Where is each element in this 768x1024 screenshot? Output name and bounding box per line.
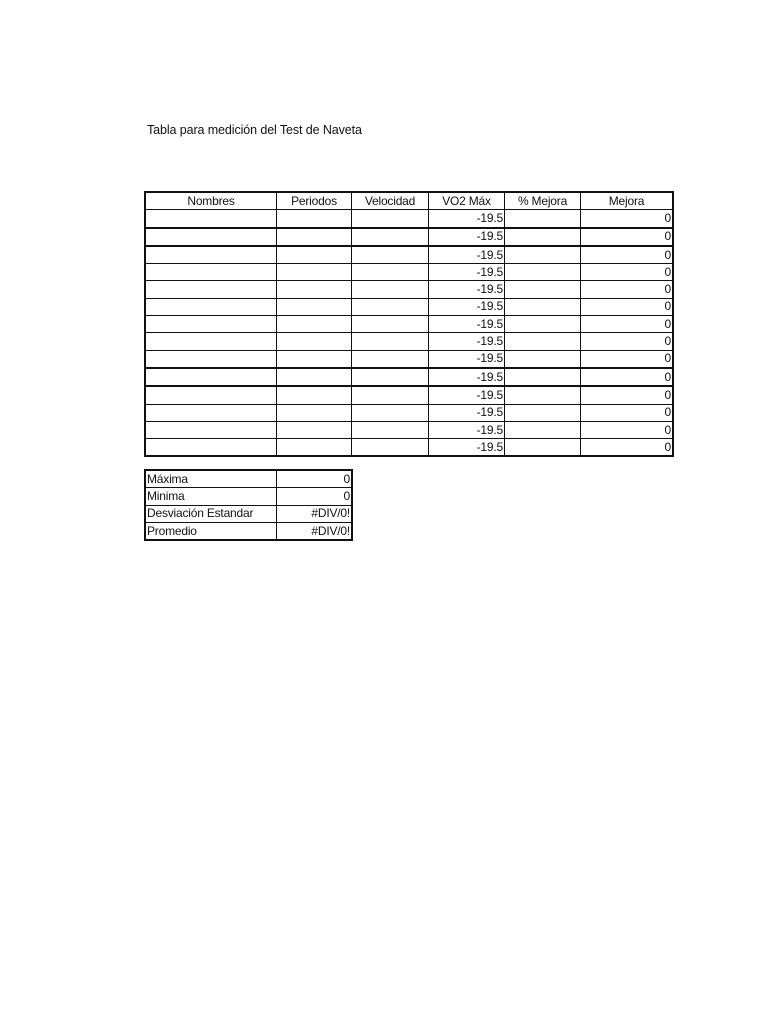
header-nombres: Nombres — [145, 192, 277, 210]
cell-mejora[interactable]: 0 — [581, 246, 674, 264]
header-periodos: Periodos — [277, 192, 352, 210]
table-row — [145, 264, 673, 281]
cell-periodos[interactable] — [277, 264, 352, 281]
cell-mejora[interactable]: 0 — [581, 281, 674, 298]
cell-mejora[interactable]: 0 — [581, 386, 674, 404]
header-vo2max: VO2 Máx — [429, 192, 505, 210]
cell-porcentaje-mejora[interactable] — [505, 439, 581, 457]
cell-velocidad[interactable] — [352, 368, 429, 386]
table-row — [145, 404, 673, 421]
page-title: Tabla para medición del Test de Naveta — [147, 123, 362, 137]
cell-velocidad[interactable] — [352, 228, 429, 246]
stats-value[interactable]: #DIV/0! — [277, 522, 353, 540]
cell-nombres[interactable] — [145, 210, 277, 228]
cell-mejora[interactable]: 0 — [581, 298, 674, 315]
cell-velocidad[interactable] — [352, 246, 429, 264]
cell-porcentaje-mejora[interactable] — [505, 246, 581, 264]
table-row — [145, 228, 673, 246]
table-row — [145, 316, 673, 333]
cell-mejora[interactable]: 0 — [581, 264, 674, 281]
cell-porcentaje-mejora[interactable] — [505, 298, 581, 315]
cell-periodos[interactable] — [277, 281, 352, 298]
cell-periodos[interactable] — [277, 404, 352, 421]
cell-velocidad[interactable] — [352, 439, 429, 457]
table-row — [145, 210, 673, 228]
stats-label: Máxima — [145, 470, 277, 488]
cell-nombres[interactable] — [145, 316, 277, 333]
cell-porcentaje-mejora[interactable] — [505, 210, 581, 228]
cell-velocidad[interactable] — [352, 350, 429, 368]
cell-vo2max[interactable]: -19.5 — [429, 368, 505, 386]
cell-nombres[interactable] — [145, 246, 277, 264]
cell-nombres[interactable] — [145, 298, 277, 315]
cell-periodos[interactable] — [277, 350, 352, 368]
table-row — [145, 281, 673, 298]
cell-velocidad[interactable] — [352, 316, 429, 333]
stats-label: Minima — [145, 488, 277, 505]
cell-porcentaje-mejora[interactable] — [505, 404, 581, 421]
cell-nombres[interactable] — [145, 228, 277, 246]
cell-vo2max[interactable]: -19.5 — [429, 350, 505, 368]
cell-nombres[interactable] — [145, 264, 277, 281]
cell-periodos[interactable] — [277, 368, 352, 386]
table-row — [145, 368, 673, 386]
cell-porcentaje-mejora[interactable] — [505, 333, 581, 350]
cell-porcentaje-mejora[interactable] — [505, 228, 581, 246]
cell-vo2max[interactable]: -19.5 — [429, 316, 505, 333]
cell-nombres[interactable] — [145, 368, 277, 386]
cell-mejora[interactable]: 0 — [581, 421, 674, 438]
cell-velocidad[interactable] — [352, 264, 429, 281]
cell-mejora[interactable]: 0 — [581, 210, 674, 228]
cell-periodos[interactable] — [277, 421, 352, 438]
cell-periodos[interactable] — [277, 316, 352, 333]
cell-mejora[interactable]: 0 — [581, 404, 674, 421]
cell-vo2max[interactable]: -19.5 — [429, 281, 505, 298]
stats-value[interactable]: 0 — [277, 470, 353, 488]
header-porcentaje-mejora: % Mejora — [505, 192, 581, 210]
stats-value[interactable]: #DIV/0! — [277, 505, 353, 522]
cell-vo2max[interactable]: -19.5 — [429, 404, 505, 421]
table-row — [145, 386, 673, 404]
table-row — [145, 333, 673, 350]
cell-mejora[interactable]: 0 — [581, 350, 674, 368]
stats-row — [145, 505, 352, 522]
cell-velocidad[interactable] — [352, 386, 429, 404]
cell-vo2max[interactable]: -19.5 — [429, 228, 505, 246]
stats-row — [145, 488, 352, 505]
cell-nombres[interactable] — [145, 386, 277, 404]
cell-porcentaje-mejora[interactable] — [505, 264, 581, 281]
cell-nombres[interactable] — [145, 439, 277, 457]
stats-label: Desviación Estandar — [145, 505, 277, 522]
cell-mejora[interactable]: 0 — [581, 333, 674, 350]
cell-nombres[interactable] — [145, 333, 277, 350]
cell-vo2max[interactable]: -19.5 — [429, 210, 505, 228]
cell-nombres[interactable] — [145, 421, 277, 438]
cell-vo2max[interactable]: -19.5 — [429, 264, 505, 281]
cell-periodos[interactable] — [277, 210, 352, 228]
cell-velocidad[interactable] — [352, 298, 429, 315]
table-row — [145, 421, 673, 438]
cell-vo2max[interactable]: -19.5 — [429, 386, 505, 404]
cell-periodos[interactable] — [277, 333, 352, 350]
cell-velocidad[interactable] — [352, 333, 429, 350]
table-row — [145, 298, 673, 315]
stats-label: Promedio — [145, 522, 277, 540]
stats-value[interactable]: 0 — [277, 488, 353, 505]
cell-periodos[interactable] — [277, 246, 352, 264]
cell-porcentaje-mejora[interactable] — [505, 421, 581, 438]
cell-velocidad[interactable] — [352, 404, 429, 421]
cell-porcentaje-mejora[interactable] — [505, 281, 581, 298]
stats-table — [144, 469, 353, 541]
cell-mejora[interactable]: 0 — [581, 228, 674, 246]
cell-vo2max[interactable]: -19.5 — [429, 421, 505, 438]
table-row — [145, 350, 673, 368]
cell-velocidad[interactable] — [352, 210, 429, 228]
cell-porcentaje-mejora[interactable] — [505, 368, 581, 386]
cell-mejora[interactable]: 0 — [581, 368, 674, 386]
cell-vo2max[interactable]: -19.5 — [429, 246, 505, 264]
stats-row — [145, 522, 352, 540]
cell-porcentaje-mejora[interactable] — [505, 386, 581, 404]
cell-velocidad[interactable] — [352, 281, 429, 298]
cell-periodos[interactable] — [277, 439, 352, 457]
naveta-table — [144, 191, 674, 457]
cell-nombres[interactable] — [145, 281, 277, 298]
header-velocidad: Velocidad — [352, 192, 429, 210]
cell-porcentaje-mejora[interactable] — [505, 316, 581, 333]
stats-row — [145, 470, 352, 488]
cell-periodos[interactable] — [277, 386, 352, 404]
cell-vo2max[interactable]: -19.5 — [429, 298, 505, 315]
cell-mejora[interactable]: 0 — [581, 439, 674, 457]
cell-velocidad[interactable] — [352, 421, 429, 438]
header-row — [145, 192, 673, 210]
cell-periodos[interactable] — [277, 298, 352, 315]
table-row — [145, 246, 673, 264]
cell-nombres[interactable] — [145, 404, 277, 421]
header-mejora: Mejora — [581, 192, 674, 210]
cell-vo2max[interactable]: -19.5 — [429, 333, 505, 350]
cell-porcentaje-mejora[interactable] — [505, 350, 581, 368]
cell-nombres[interactable] — [145, 350, 277, 368]
cell-vo2max[interactable]: -19.5 — [429, 439, 505, 457]
cell-periodos[interactable] — [277, 228, 352, 246]
table-row — [145, 439, 673, 457]
cell-mejora[interactable]: 0 — [581, 316, 674, 333]
